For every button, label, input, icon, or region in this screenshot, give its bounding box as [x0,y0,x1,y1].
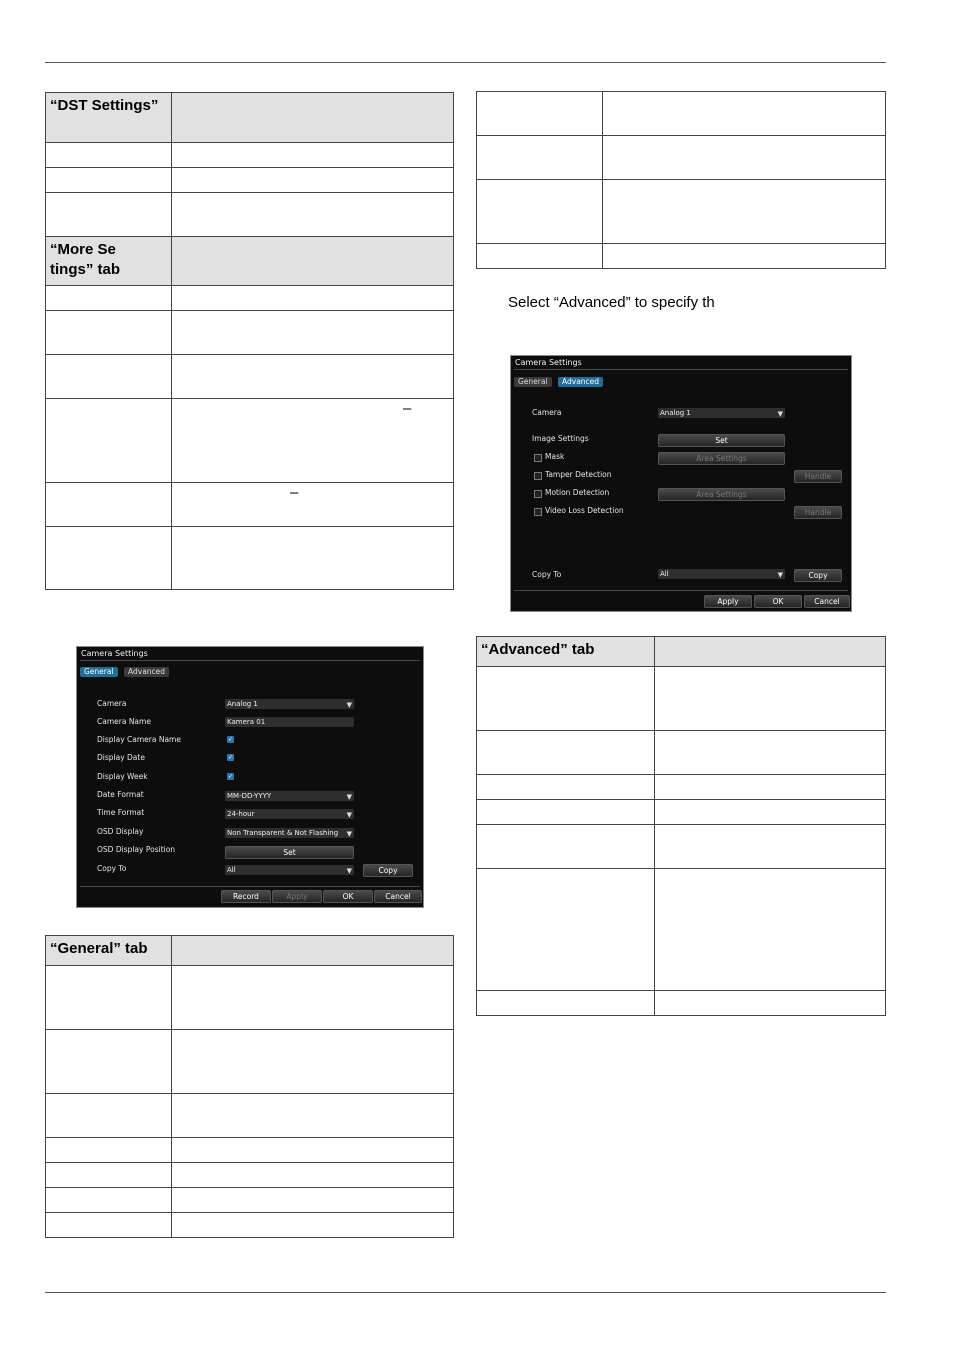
general-tab-header: “General” tab [46,936,172,966]
chevron-down-icon: ▼ [346,793,352,801]
camera-select[interactable]: Analog 1 ▼ [227,700,352,709]
mask-checkbox[interactable] [534,454,542,462]
osd-display-position-label: OSD Display Position [97,845,176,854]
more-settings-header: “More Se tings” tab [46,237,172,286]
video-loss-label: Video Loss Detection [545,506,624,515]
image-settings-label: Image Settings [532,434,589,443]
tamper-detection-label: Tamper Detection [545,470,612,479]
advanced-camera-settings-screen [510,355,852,612]
motion-area-settings-button[interactable]: Area Settings [658,488,785,501]
camera-name-label: Camera Name [97,717,151,726]
display-date-label: Display Date [97,753,145,762]
record-button[interactable]: Record [221,890,271,903]
camera-label: Camera [532,408,562,417]
bottom-rule [45,1292,886,1293]
apply-button[interactable]: Apply [704,595,752,608]
chevron-down-icon: ▼ [777,410,783,418]
date-format-select[interactable]: MM-DD-YYYY ▼ [227,792,352,801]
tab-advanced[interactable]: Advanced [558,377,603,387]
image-settings-set-button[interactable]: Set [658,434,785,447]
window-title: Camera Settings [81,649,148,658]
chevron-down-icon: ▼ [777,571,783,579]
ok-button[interactable]: OK [754,595,802,608]
camera-select[interactable]: Analog 1 ▼ [660,409,783,418]
dst-settings-table [45,92,454,590]
copy-button[interactable]: Copy [794,569,842,582]
time-format-label: Time Format [97,808,145,817]
chevron-down-icon: ▼ [346,867,352,875]
display-week-checkbox[interactable]: ✓ [227,773,234,780]
copy-to-label: Copy To [97,864,127,873]
top-rule [45,62,886,63]
copy-button[interactable]: Copy [363,864,413,877]
cancel-button[interactable]: Cancel [374,890,422,903]
display-date-checkbox[interactable]: ✓ [227,754,234,761]
copy-to-select[interactable]: All ▼ [660,570,783,579]
cancel-button[interactable]: Cancel [804,595,850,608]
advanced-tab-header: “Advanced” tab [477,637,655,667]
dst-header: “DST Settings” [46,93,172,143]
window-title: Camera Settings [515,358,582,367]
general-camera-settings-screen [76,646,424,908]
mask-label: Mask [545,452,565,461]
display-week-label: Display Week [97,772,148,781]
camera-label: Camera [97,699,127,708]
motion-detection-label: Motion Detection [545,488,610,497]
tab-advanced[interactable]: Advanced [124,667,169,677]
tamper-detection-checkbox[interactable] [534,472,542,480]
dash-mark: – [403,400,412,417]
chevron-down-icon: ▼ [346,830,352,838]
right-top-table [476,91,886,269]
tab-general[interactable]: General [514,377,552,387]
advanced-intro-text: Select “Advanced” to specify th [508,294,715,311]
display-camera-name-checkbox[interactable]: ✓ [227,736,234,743]
apply-button[interactable]: Apply [272,890,322,903]
video-loss-handle-button[interactable]: Handle [794,506,842,519]
advanced-tab-table [476,636,886,1016]
tab-general[interactable]: General [80,667,118,677]
chevron-down-icon: ▼ [346,701,352,709]
display-camera-name-label: Display Camera Name [97,735,181,744]
motion-detection-checkbox[interactable] [534,490,542,498]
general-tab-table [45,935,454,1238]
time-format-select[interactable]: 24-hour ▼ [227,810,352,819]
osd-display-label: OSD Display [97,827,144,836]
tamper-handle-button[interactable]: Handle [794,470,842,483]
chevron-down-icon: ▼ [346,811,352,819]
copy-to-label: Copy To [532,570,562,579]
ok-button[interactable]: OK [323,890,373,903]
osd-position-set-button[interactable]: Set [225,846,354,859]
mask-area-settings-button[interactable]: Area Settings [658,452,785,465]
video-loss-checkbox[interactable] [534,508,542,516]
osd-display-select[interactable]: Non Transparent & Not Flashing ▼ [227,829,352,838]
camera-name-input[interactable]: Kamera 01 [225,717,354,727]
date-format-label: Date Format [97,790,144,799]
dash-mark: – [290,484,299,501]
copy-to-select[interactable]: All ▼ [227,866,352,875]
